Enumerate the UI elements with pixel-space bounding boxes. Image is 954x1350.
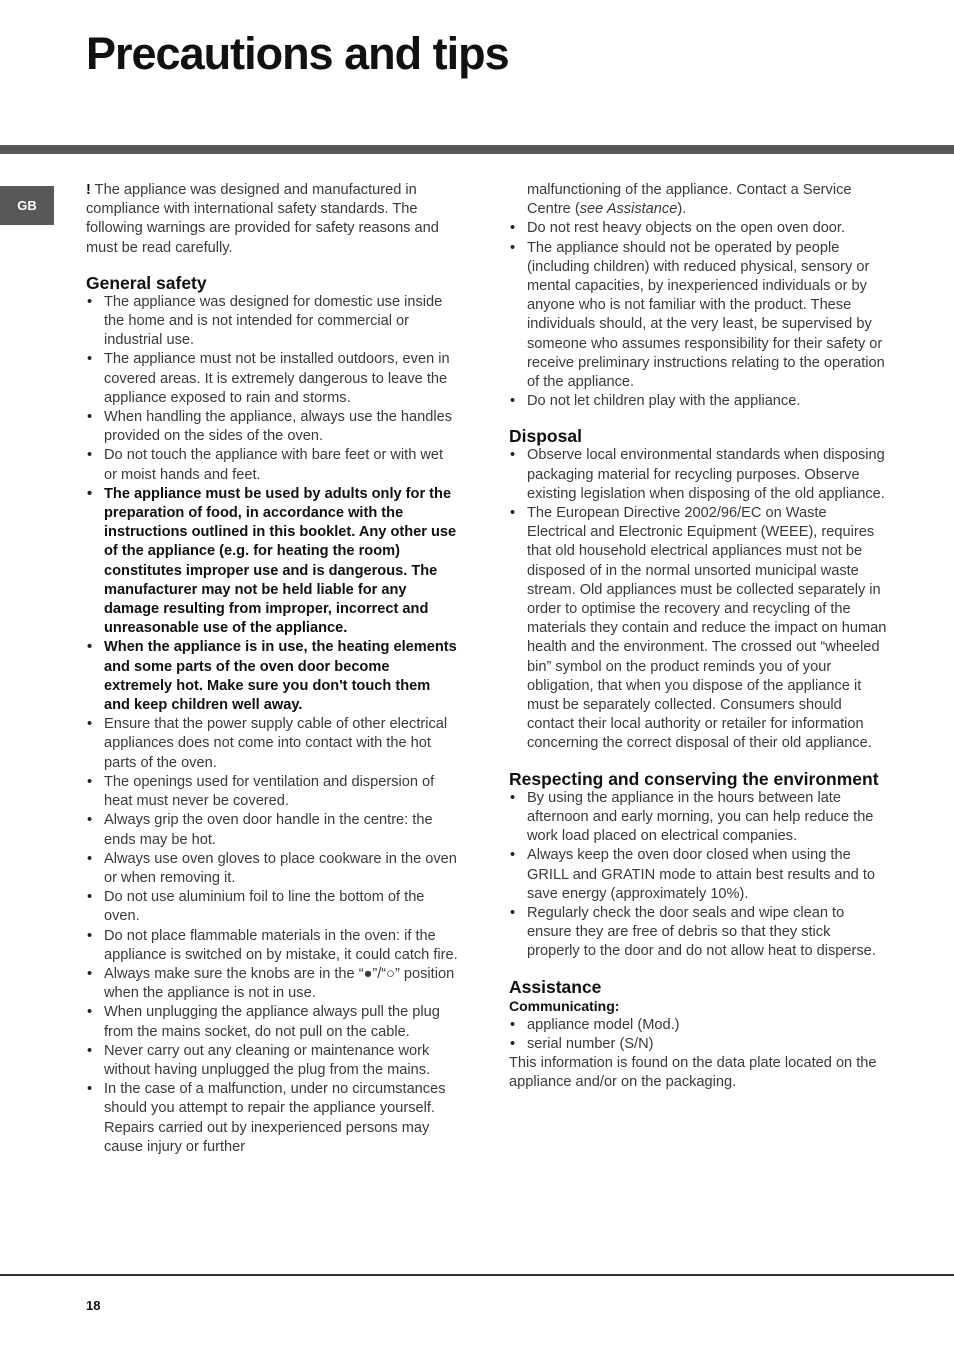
list-item: • The appliance was designed for domestic use inside the home and is not intended for commercial or industrial use. — [86, 293, 460, 351]
list-item: • Always make sure the knobs are in the “●”/“○” position when the appliance is not in use. — [86, 965, 460, 1003]
list-item: • When handling the appliance, always use the handles provided on the sides of the oven. — [86, 408, 460, 446]
general-safety-list — [86, 293, 460, 1157]
language-tab: GB — [0, 186, 54, 225]
list-item: • appliance model (Mod.) — [509, 1016, 887, 1035]
environment-heading: Respecting and conserving the environment — [509, 768, 879, 789]
list-item: • Do not let children play with the appliance. — [509, 392, 887, 411]
disposal-list — [509, 446, 887, 753]
cross-reference: see Assistance — [579, 201, 678, 218]
general-safety-list-continued — [509, 219, 887, 411]
assistance-note: This information is found on the data plate located on the appliance and/or on the packaging. — [509, 1055, 877, 1091]
right-column — [509, 181, 887, 1093]
assistance-heading: Assistance — [509, 976, 602, 997]
list-item-warning: • When the appliance is in use, the heating elements and some parts of the oven door become extremely hot. Make sure you don't touch them and keep children well away. — [86, 638, 460, 715]
list-item: • When unplugging the appliance always pull the plug from the mains socket, do not pull on the cable. — [86, 1003, 460, 1041]
list-item: • Do not rest heavy objects on the open oven door. — [509, 219, 887, 238]
intro-paragraph — [86, 181, 460, 258]
page-number: 18 — [86, 1298, 101, 1313]
list-item: • serial number (S/N) — [509, 1035, 887, 1054]
disposal-heading: Disposal — [509, 426, 582, 447]
intro-text: The appliance was designed and manufactured in compliance with international safety standards. The following warnings are provided for safety reasons and must be read carefully. — [86, 182, 439, 256]
list-item: • Always keep the oven door closed when using the GRILL and GRATIN mode to attain best results and to save energy (approximately 10%). — [509, 846, 887, 904]
environment-list — [509, 789, 887, 962]
list-item: • Never carry out any cleaning or maintenance work without having unplugged the plug from the mains. — [86, 1042, 460, 1080]
header-divider — [0, 145, 954, 154]
list-item: • The openings used for ventilation and dispersion of heat must never be covered. — [86, 773, 460, 811]
list-item: • In the case of a malfunction, under no circumstances should you attempt to repair the appliance yourself. Repairs carried out by inexperienced persons may cause injury or further — [86, 1080, 460, 1157]
list-item-warning: • The appliance must be used by adults only for the preparation of food, in accordance with the instructions outlined in this booklet. Any other use of the appliance (e.g. for heating the room) constitutes improper use and is dangerous. The manufacturer may not be held liable for any damage resulting from improper, incorrect and unreasonable use of the appliance. — [86, 485, 460, 639]
list-item: • By using the appliance in the hours between late afternoon and early morning, you can help reduce the work load placed on electrical companies. — [509, 789, 887, 847]
footer-divider — [0, 1274, 954, 1276]
list-item: • The appliance must not be installed outdoors, even in covered areas. It is extremely dangerous to leave the appliance exposed to rain and storms. — [86, 350, 460, 408]
list-item-continuation: malfunctioning of the appliance. Contact a Service Centre (see Assistance). — [527, 182, 852, 218]
left-column — [86, 181, 460, 1157]
warning-mark: ! — [86, 182, 91, 198]
list-item: • Do not place flammable materials in the oven: if the appliance is switched on by mistake, it could catch fire. — [86, 927, 460, 965]
page-title: Precautions and tips — [86, 28, 509, 79]
list-item: • Do not touch the appliance with bare feet or with wet or moist hands and feet. — [86, 446, 460, 484]
list-item: • The appliance should not be operated by people (including children) with reduced physical, sensory or mental capacities, by inexperienced individuals or by anyone who is not familiar with the product. These individuals should, at the very least, be supervised by someone who assumes responsibility for their safety or receive preliminary instructions relating to the operation of the appliance. — [509, 239, 887, 393]
list-item: • Always use oven gloves to place cookware in the oven or when removing it. — [86, 850, 460, 888]
general-safety-heading: General safety — [86, 272, 207, 293]
list-item: • Observe local environmental standards when disposing packaging material for recycling purposes. Observe existing legislation when disposing of the old appliance. — [509, 446, 887, 504]
assistance-list — [509, 1016, 887, 1054]
assistance-subheading: Communicating: — [509, 997, 620, 1014]
list-item: • Do not use aluminium foil to line the bottom of the oven. — [86, 888, 460, 926]
list-item: • The European Directive 2002/96/EC on Waste Electrical and Electronic Equipment (WEEE), requires that old household electrical appliances must not be disposed of in the normal unsorted municipal waste stream. Old appliances must be collected separately in order to optimise the recovery and recycling of the materials they contain and reduce the impact on human health and the environment. The crossed out “wheeled bin” symbol on the product reminds you of your obligation, that when you dispose of the appliance it must be separately collected. Consumers should contact their local authority or retailer for information concerning the correct disposal of their old appliance. — [509, 504, 887, 754]
list-item: • Regularly check the door seals and wipe clean to ensure they are free of debris so that they stick properly to the door and do not allow heat to disperse. — [509, 904, 887, 962]
list-item: • Ensure that the power supply cable of other electrical appliances does not come into contact with the hot parts of the oven. — [86, 715, 460, 773]
list-item: • Always grip the oven door handle in the centre: the ends may be hot. — [86, 811, 460, 849]
